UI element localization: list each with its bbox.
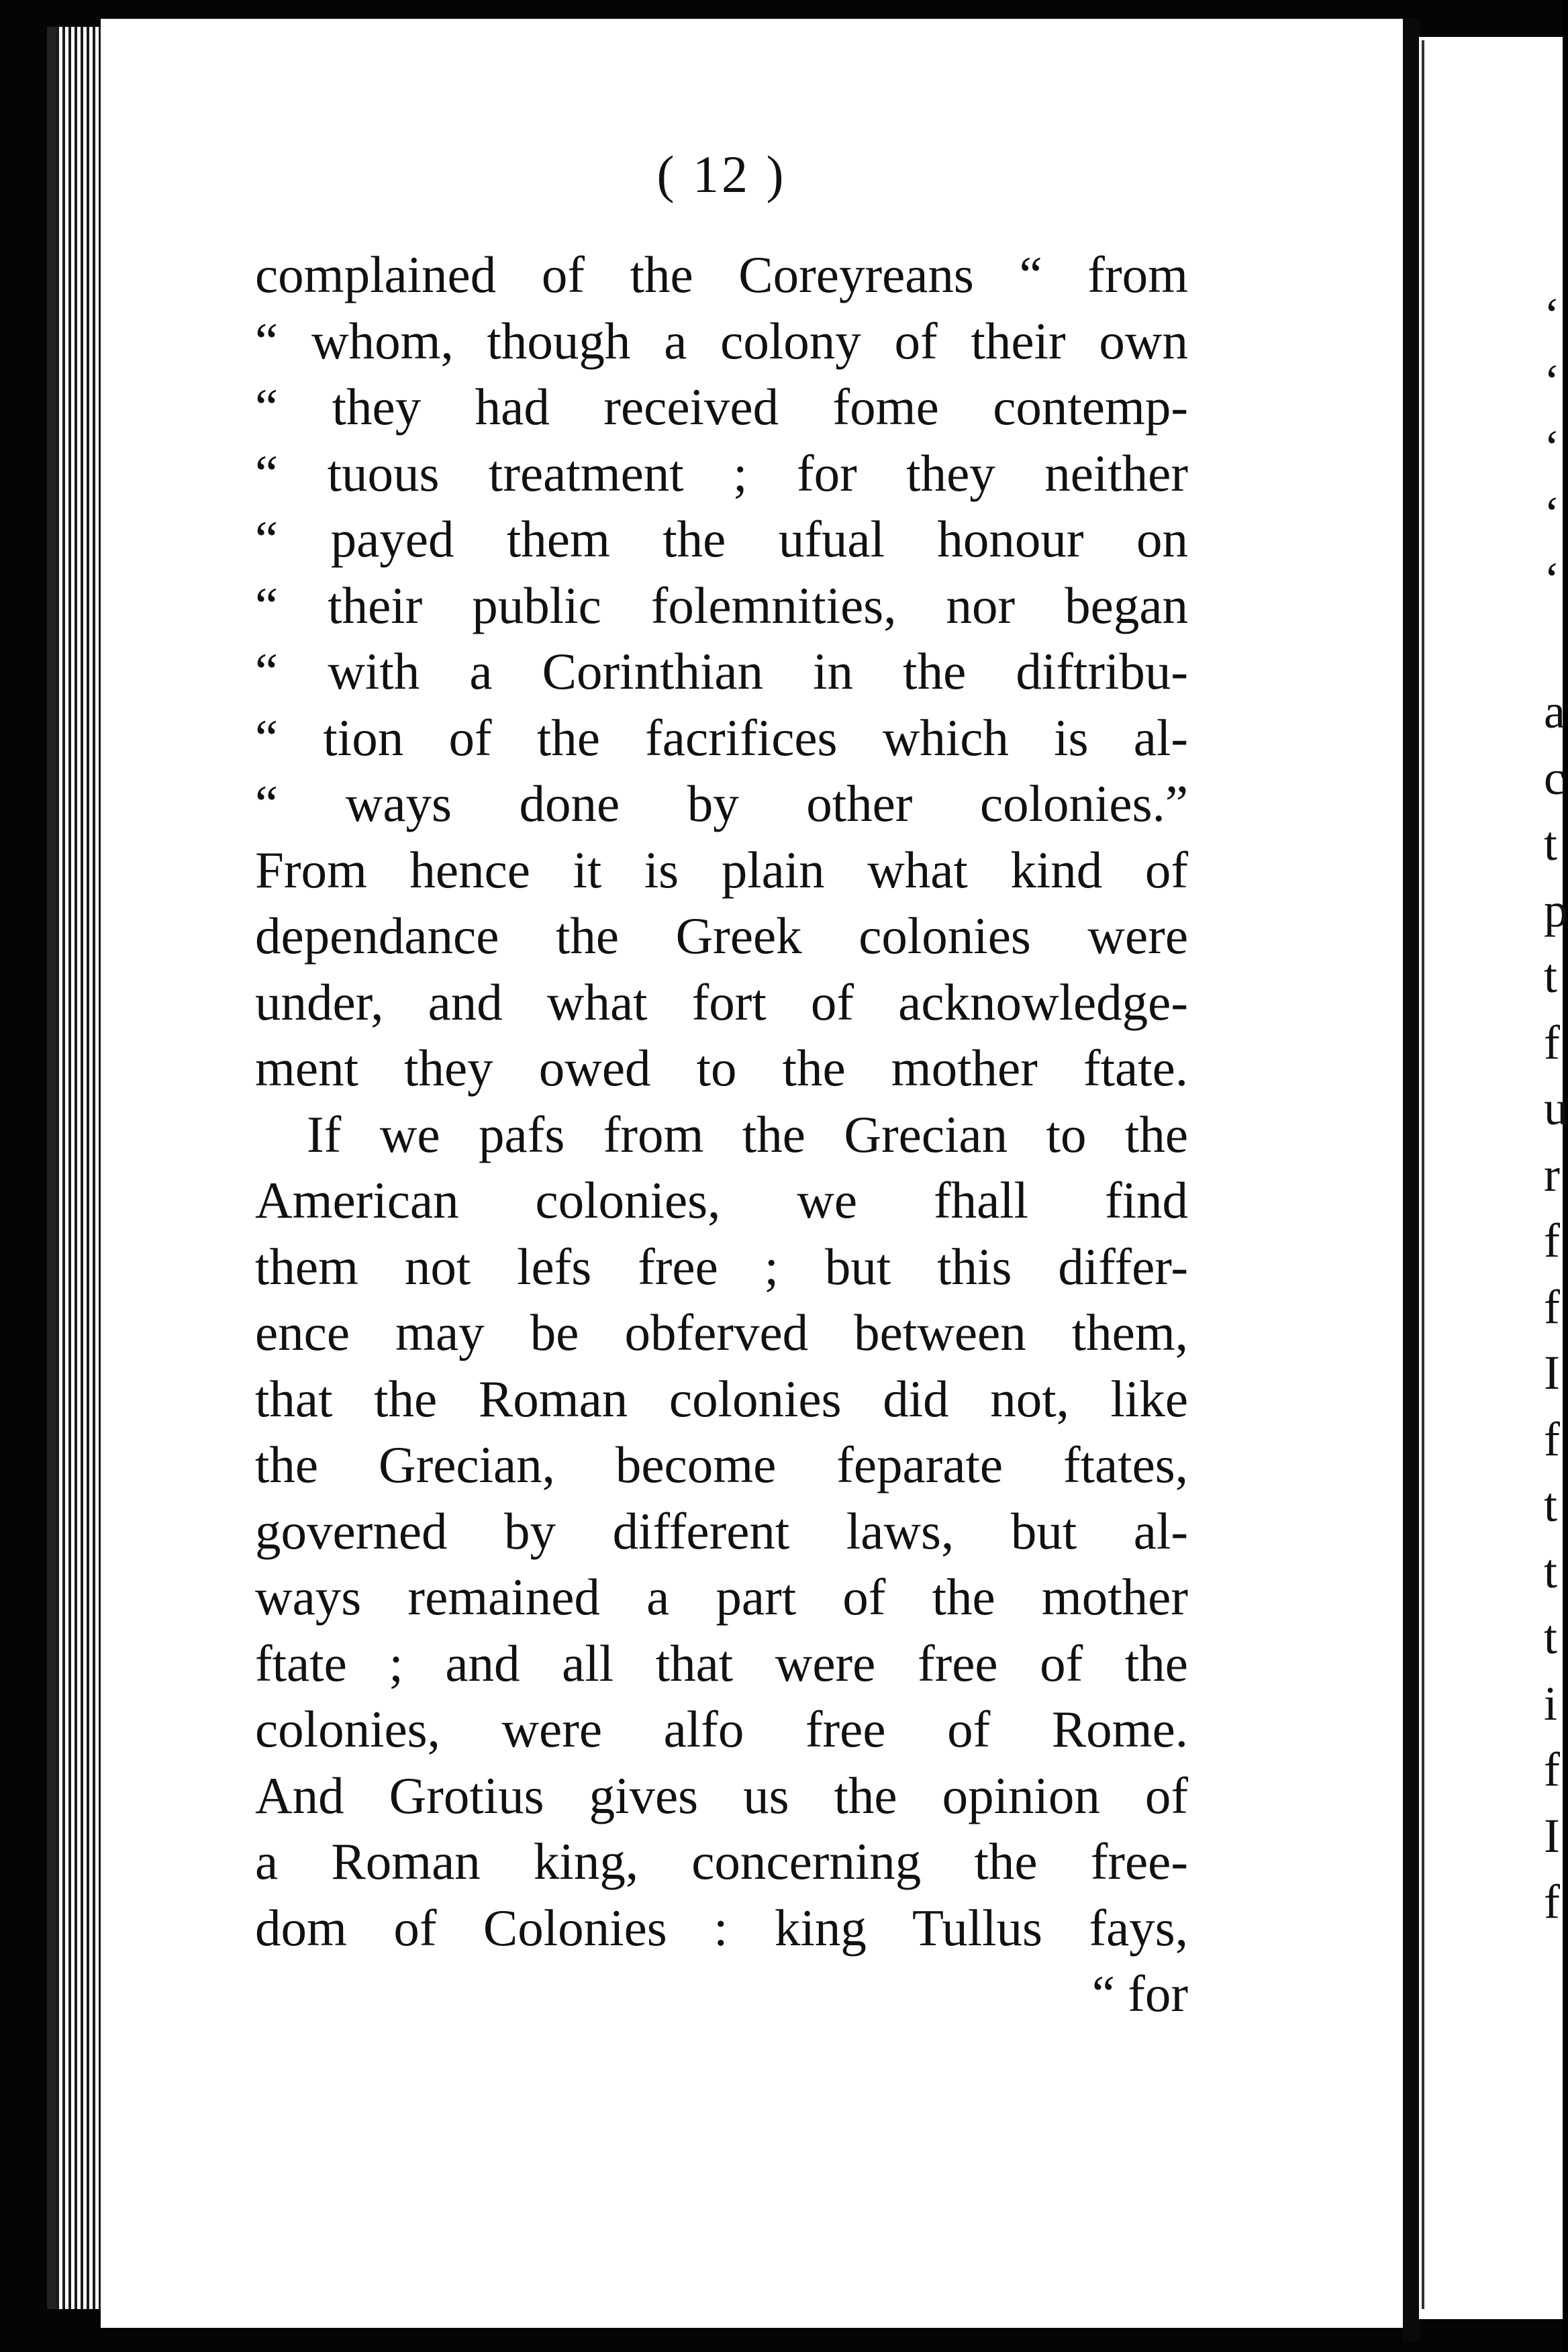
right-page-letter: f	[1544, 1743, 1560, 1796]
right-page-letter: t	[1544, 949, 1558, 1003]
right-page-letter: I	[1544, 1346, 1560, 1400]
text-line: “ their public folemnities, nor began	[255, 576, 1188, 634]
text-line: ways remained a part of the mother	[255, 1568, 1188, 1626]
text-line: “ with a Corinthian in the diftribu-	[255, 642, 1188, 700]
right-page-letter: t	[1544, 1610, 1558, 1664]
right-page-letter: f	[1544, 1279, 1560, 1334]
right-page-letter: i	[1544, 1676, 1558, 1730]
book-edge-shadow	[47, 27, 56, 2309]
text-line: “ ways done by other colonies.”	[255, 775, 1188, 832]
text-line: a Roman king, concerning the free-	[255, 1832, 1188, 1890]
text-line: “ whom, though a colony of their own	[255, 311, 1188, 370]
book-gutter	[1403, 19, 1420, 2341]
right-page-letter: c	[1544, 750, 1565, 805]
text-line: ment they owed to the mother ftate.	[255, 1039, 1188, 1097]
text-line: If we pafs from the Grecian to the	[255, 1105, 1188, 1163]
text-line: “ payed them the ufual honour on	[255, 510, 1188, 568]
right-page-letter: ‘	[1544, 552, 1560, 606]
text-line: “ they had received fome contemp-	[255, 378, 1188, 436]
right-page-letter: ‘	[1544, 486, 1560, 540]
right-page-letter: u	[1544, 1081, 1568, 1135]
right-page-letter: a	[1544, 685, 1565, 738]
text-line: dependance the Greek colonies were	[255, 907, 1188, 965]
text-line: From hence it is plain what kind of	[255, 840, 1188, 899]
right-page-letter: p	[1544, 883, 1568, 937]
text-line: ftate ; and all that were free of the	[255, 1634, 1188, 1692]
text-line: complained of the Coreyreans “ from	[255, 246, 1188, 303]
right-page-letter: ‘	[1544, 420, 1560, 474]
text-line: dom of Colonies : king Tullus fays,	[255, 1898, 1188, 1957]
text-line: “ tion of the facrifices which is al-	[255, 708, 1188, 767]
text-line: governed by different laws, but al-	[255, 1502, 1188, 1560]
right-page-letter: I	[1544, 1808, 1560, 1863]
text-line: “ for	[1091, 1965, 1188, 2022]
right-page-letter: f	[1544, 1412, 1560, 1466]
text-line: the Grecian, become feparate ftates,	[255, 1436, 1188, 1493]
right-page-letter: t	[1544, 1544, 1558, 1598]
page-number: ( 12 )	[656, 145, 787, 203]
right-page-letter: t	[1544, 1478, 1558, 1532]
right-page-letter: f	[1544, 1214, 1560, 1267]
right-page-letter: t	[1544, 817, 1558, 871]
right-page-letter: ‘	[1544, 288, 1560, 342]
text-line: that the Roman colonies did not, like	[255, 1369, 1188, 1428]
text-line: American colonies, we fhall find	[255, 1171, 1188, 1229]
body-text	[255, 242, 1188, 2027]
text-line: under, and what fort of acknowledge-	[255, 973, 1188, 1031]
right-page-letter: f	[1544, 1015, 1560, 1069]
right-page-letter: ‘	[1544, 354, 1560, 408]
text-line: ence may be obferved between them,	[255, 1304, 1188, 1361]
right-page-edge	[1422, 40, 1424, 2309]
right-page-letter: f	[1544, 1875, 1560, 1928]
text-line: them not lefs free ; but this differ-	[255, 1237, 1188, 1295]
right-page-letter: r	[1544, 1147, 1560, 1202]
text-line: And Grotius gives us the opinion of	[255, 1766, 1188, 1824]
text-line: colonies, were alfo free of Rome.	[255, 1700, 1188, 1758]
text-line: “ tuous treatment ; for they neither	[255, 444, 1188, 502]
right-page	[1419, 37, 1568, 2319]
